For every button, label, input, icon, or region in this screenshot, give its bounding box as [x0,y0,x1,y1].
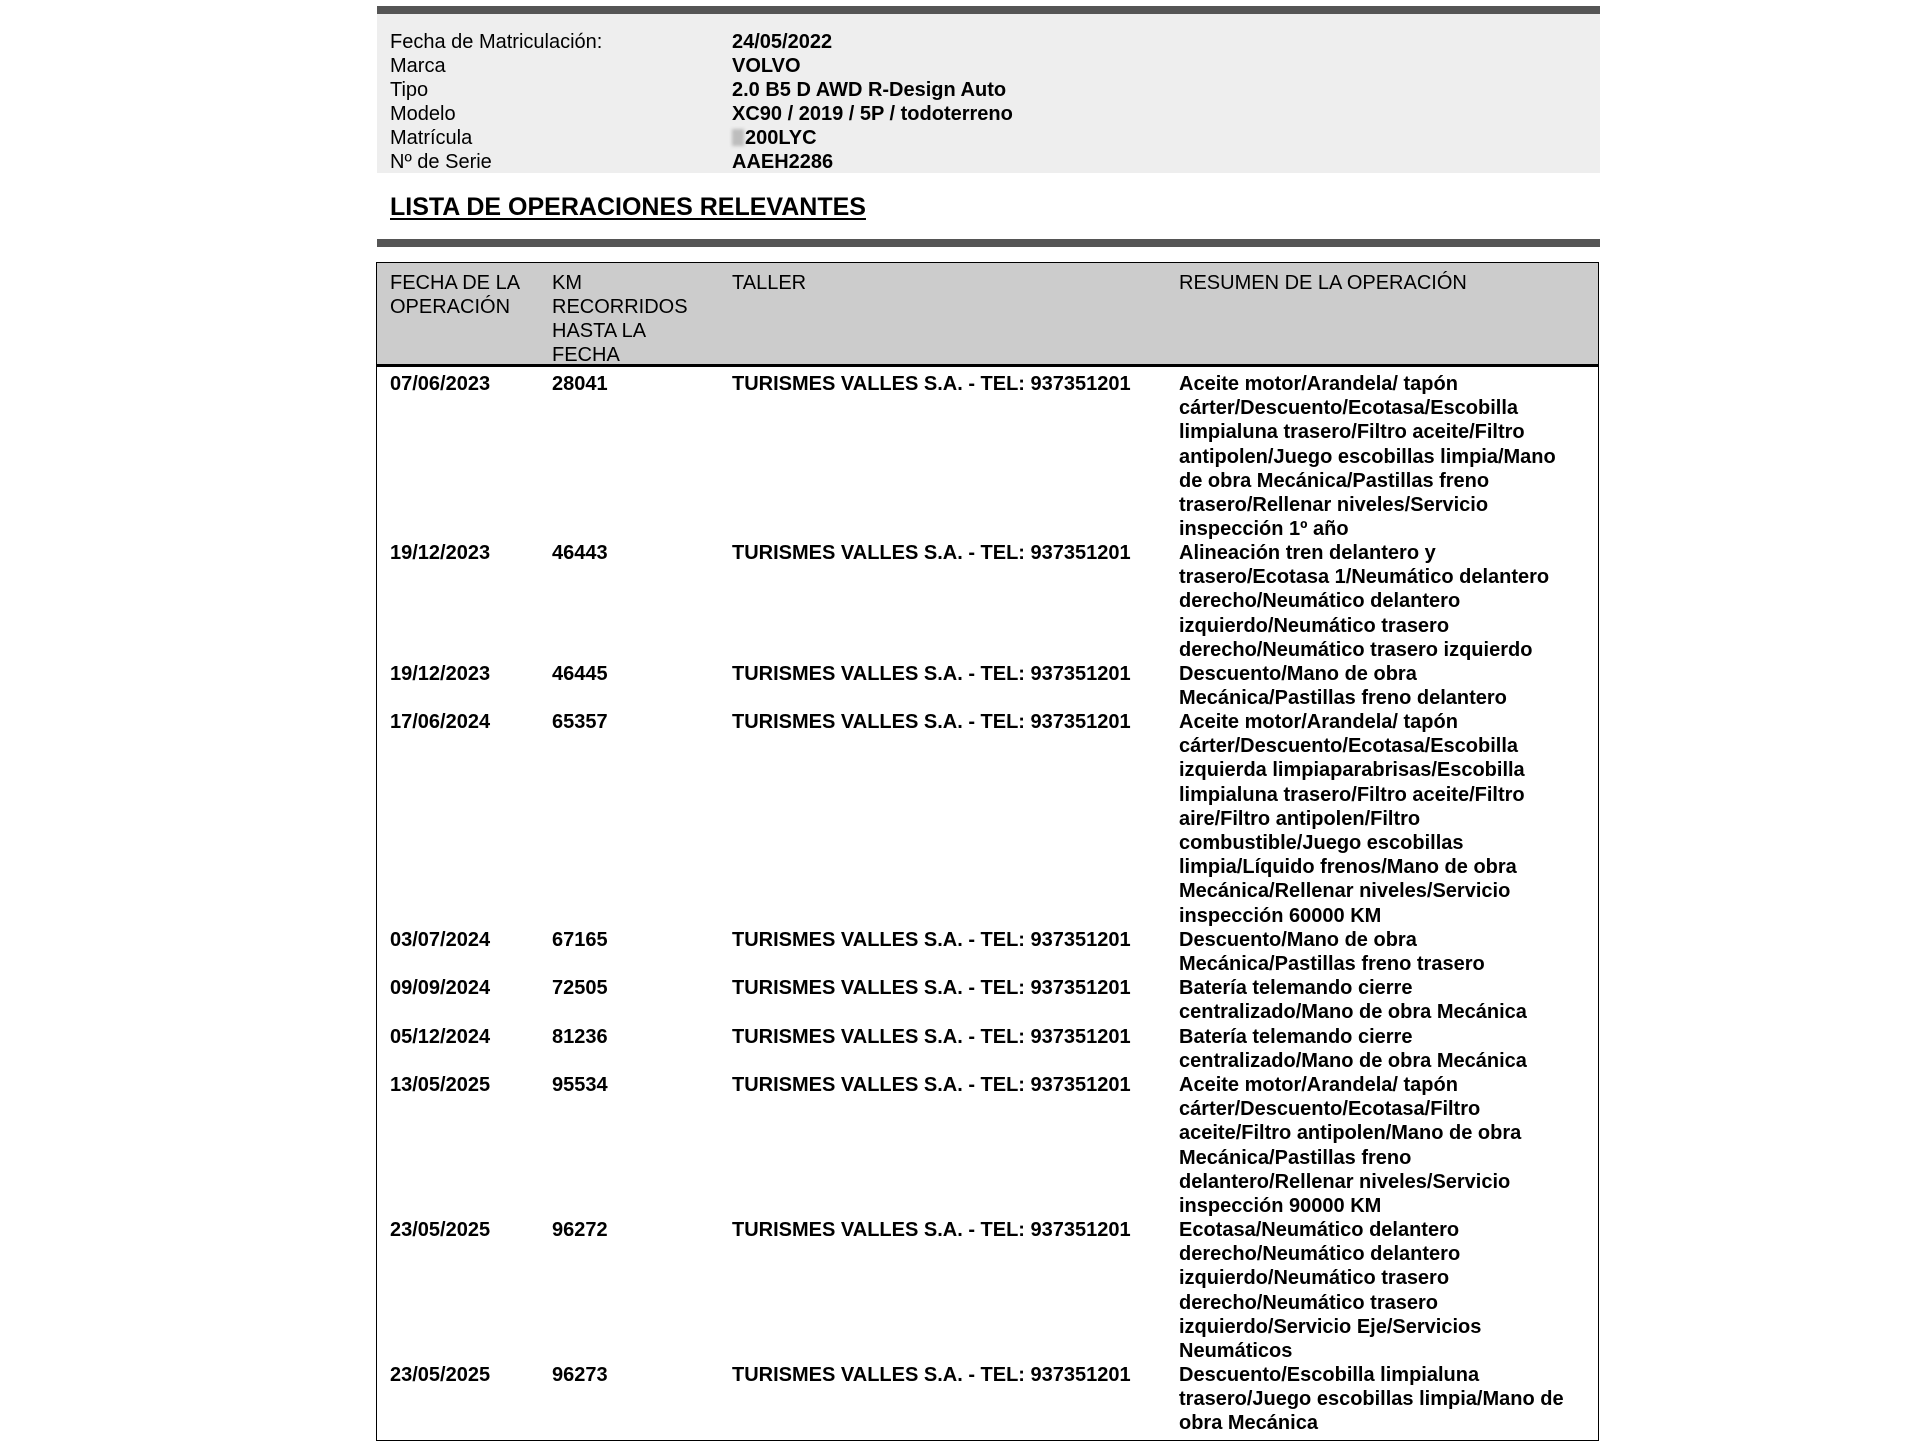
cell-resumen: Descuento/Escobilla limpialuna trasero/Juego escobillas limpia/Mano de obra Mecánica [1179,1364,1564,1435]
info-value: 24/05/2022 [732,31,833,53]
info-value: AAEH2286 [732,151,834,173]
cell-fecha: 05/12/2024 [390,1026,491,1048]
section-title: LISTA DE OPERACIONES RELEVANTES [390,193,866,221]
info-value-plate [732,126,817,150]
header-fecha: FECHA DE LA OPERACIÓN [390,272,521,318]
info-label: Tipo [390,79,429,101]
cell-resumen: Batería telemando cierre centralizado/Mano de obra Mecánica [1179,977,1527,1024]
cell-resumen: Aceite motor/Arandela/ tapón cárter/Descuento/Ecotasa/Escobilla izquierda limpiaparabrisas/Escobilla limpialuna trasero/Filtro aceite/Filtro aire/Filtro antipolen/Filtro combustible/Juego escobillas limpia/Líquido frenos/Mano de obra Mecánica/Rellenar niveles/Servicio inspección 60000 KM [1179,711,1525,927]
cell-taller: TURISMES VALLES S.A. - TEL: 937351201 [732,663,1131,685]
cell-taller: TURISMES VALLES S.A. - TEL: 937351201 [732,1074,1131,1096]
operations-table [376,262,1599,1441]
cell-fecha: 13/05/2025 [390,1074,491,1096]
header-km: KM RECORRIDOS HASTA LA FECHA [552,272,688,366]
info-label: Matrícula [390,127,473,149]
cell-taller: TURISMES VALLES S.A. - TEL: 937351201 [732,542,1131,564]
table-header [377,263,1598,367]
cell-taller: TURISMES VALLES S.A. - TEL: 937351201 [732,373,1131,395]
cell-km: 72505 [552,977,608,999]
plate-number: 200LYC [745,127,817,149]
cell-km: 81236 [552,1026,608,1048]
section-divider [377,239,1600,247]
cell-resumen: Ecotasa/Neumático delantero derecho/Neumático delantero izquierdo/Neumático trasero derecho/Neumático trasero izquierdo/Servicio Eje/Servicios Neumáticos [1179,1219,1482,1363]
cell-fecha: 23/05/2025 [390,1364,491,1386]
cell-taller: TURISMES VALLES S.A. - TEL: 937351201 [732,711,1131,733]
info-label: Nº de Serie [390,151,492,173]
info-value: 2.0 B5 D AWD R-Design Auto [732,79,1007,101]
header-taller: TALLER [732,272,807,294]
header-resumen: RESUMEN DE LA OPERACIÓN [1179,272,1467,294]
cell-fecha: 19/12/2023 [390,663,491,685]
cell-km: 95534 [552,1074,608,1096]
cell-taller: TURISMES VALLES S.A. - TEL: 937351201 [732,929,1131,951]
cell-taller: TURISMES VALLES S.A. - TEL: 937351201 [732,1364,1131,1386]
cell-km: 65357 [552,711,608,733]
cell-resumen: Aceite motor/Arandela/ tapón cárter/Descuento/Ecotasa/Filtro aceite/Filtro antipolen/Mano de obra Mecánica/Pastillas freno delantero/Rellenar niveles/Servicio inspección 90000 KM [1179,1074,1522,1218]
cell-fecha: 07/06/2023 [390,373,491,395]
info-label: Modelo [390,103,456,125]
cell-km: 46443 [552,542,608,564]
cell-km: 67165 [552,929,608,951]
vehicle-info-panel [377,6,1600,173]
cell-fecha: 19/12/2023 [390,542,491,564]
info-label: Fecha de Matriculación: [390,31,603,53]
cell-resumen: Batería telemando cierre centralizado/Mano de obra Mecánica [1179,1026,1527,1073]
cell-taller: TURISMES VALLES S.A. - TEL: 937351201 [732,1219,1131,1241]
cell-resumen: Aceite motor/Arandela/ tapón cárter/Descuento/Ecotasa/Escobilla limpialuna trasero/Filtro aceite/Filtro antipolen/Juego escobillas limpia/Mano de obra Mecánica/Pastillas freno trasero/Rellenar niveles/Servicio inspección 1º año [1179,373,1556,541]
cell-fecha: 17/06/2024 [390,711,491,733]
cell-km: 46445 [552,663,608,685]
cell-resumen: Descuento/Mano de obra Mecánica/Pastillas freno trasero [1179,929,1485,976]
cell-taller: TURISMES VALLES S.A. - TEL: 937351201 [732,1026,1131,1048]
cell-km: 96273 [552,1364,608,1386]
cell-fecha: 09/09/2024 [390,977,491,999]
info-value: VOLVO [732,55,801,77]
cell-resumen: Alineación tren delantero y trasero/Ecotasa 1/Neumático delantero derecho/Neumático delantero izquierdo/Neumático trasero derecho/Neumático trasero izquierdo [1179,542,1550,661]
redacted-plate-mark [732,129,744,146]
info-value: XC90 / 2019 / 5P / todoterreno [732,103,1013,125]
cell-fecha: 03/07/2024 [390,929,491,951]
cell-fecha: 23/05/2025 [390,1219,491,1241]
cell-taller: TURISMES VALLES S.A. - TEL: 937351201 [732,977,1131,999]
info-label: Marca [390,55,446,77]
cell-resumen: Descuento/Mano de obra Mecánica/Pastillas freno delantero [1179,663,1507,710]
cell-km: 28041 [552,373,608,395]
cell-km: 96272 [552,1219,608,1241]
